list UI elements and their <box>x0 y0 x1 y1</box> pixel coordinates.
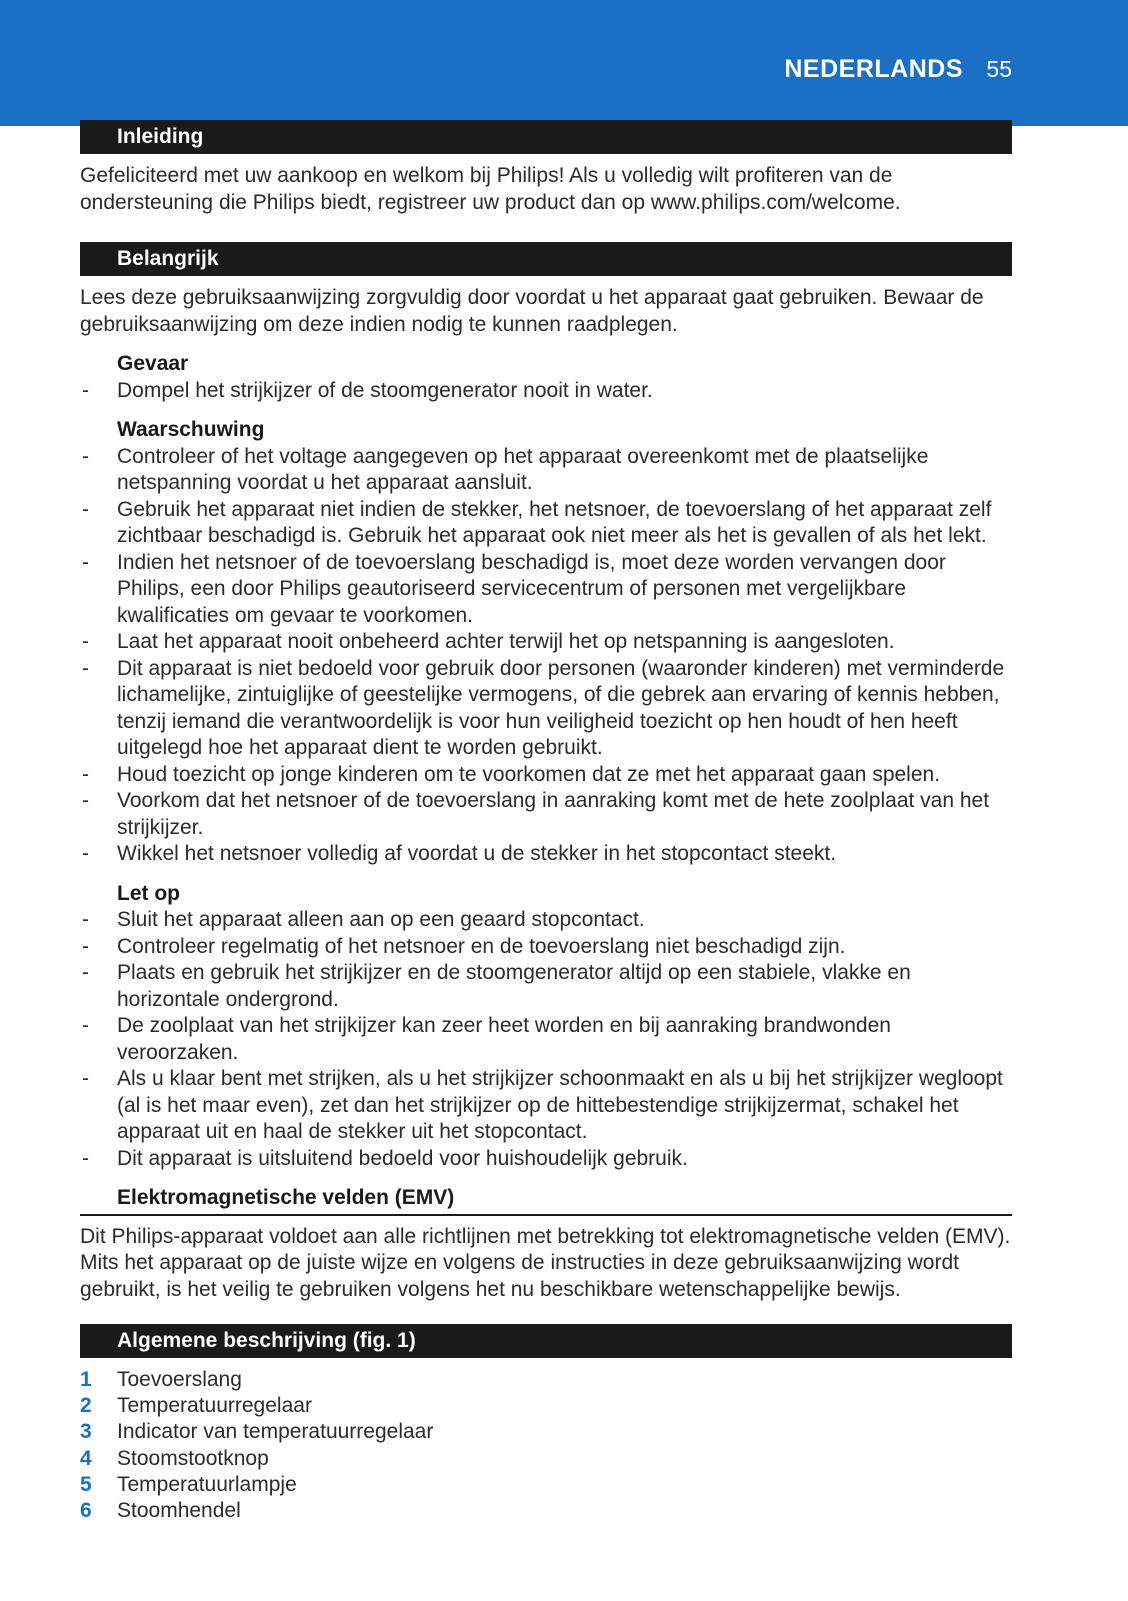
list-item <box>80 550 1012 630</box>
item-label: Indicator van temperatuurregelaar <box>117 1420 434 1444</box>
subhead-gevaar: Gevaar <box>117 352 189 375</box>
subhead-let-op: Let op <box>117 881 180 905</box>
item-label: Temperatuurlampje <box>117 1472 297 1496</box>
bullet-dash: - <box>82 497 89 521</box>
list-item-text: Gebruik het apparaat niet indien de stekker, het netsnoer, de toevoerslang of het apparaat zelf zichtbaar beschadigd is. Gebruik het apparaat ook niet meer als het is gevallen of als het lekt. <box>117 497 992 547</box>
bullet-dash: - <box>82 934 89 958</box>
list-item-text: Indien het netsnoer of de toevoerslang beschadigd is, moet deze worden vervangen door Philips, een door Philips geautoriseerd servicecentrum of personen met vergelijkbare kwalificaties om gevaar te voorkomen. <box>117 550 946 627</box>
list-item <box>80 1446 1012 1472</box>
bullet-dash: - <box>82 762 89 786</box>
list-item <box>80 1066 1012 1146</box>
emv-text: Dit Philips-apparaat voldoet aan alle richtlijnen met betrekking tot elektromagnetische velden (EMV). Mits het apparaat op de juiste wijze en volgens de instructies in deze gebruiksaanwijzing wordt gebruikt, is het veilig te gebruiken volgens het nu beschikbare wetenschappelijke bewijs. <box>80 1224 1011 1301</box>
bullet-dash: - <box>82 1146 89 1170</box>
list-item-text: Wikkel het netsnoer volledig af voordat u de stekker in het stopcontact steekt. <box>117 842 837 865</box>
page-content <box>80 120 1012 1524</box>
item-number: 4 <box>80 1446 92 1470</box>
item-number: 2 <box>80 1394 92 1418</box>
list-item <box>80 497 1012 550</box>
list-item <box>80 656 1012 762</box>
list-item-text: Sluit het apparaat alleen aan op een geaard stopcontact. <box>117 908 645 931</box>
item-number: 6 <box>80 1499 92 1523</box>
section-title-belangrijk: Belangrijk <box>80 242 1012 276</box>
list-item <box>80 841 1012 868</box>
list-item <box>80 960 1012 1013</box>
item-label: Stoomstootknop <box>117 1446 269 1470</box>
item-label: Temperatuurregelaar <box>117 1394 312 1418</box>
item-number: 5 <box>80 1472 92 1496</box>
item-label: Stoomhendel <box>117 1499 241 1523</box>
list-item <box>80 444 1012 497</box>
list-item <box>80 629 1012 656</box>
item-label: Toevoerslang <box>117 1368 242 1391</box>
section-title-inleiding: Inleiding <box>80 120 1012 154</box>
list-item <box>80 907 1012 934</box>
bullet-dash: - <box>82 1014 89 1037</box>
list-item-text: Dit apparaat is niet bedoeld voor gebruik door personen (waaronder kinderen) met verminderde lichamelijke, zintuiglijke of geestelijke vermogens, of die gebrek aan ervaring of kennis hebben, tenzij iemand die verantwoordelijk is voor hun veiligheid toezicht op hen houdt of hen heeft uitgelegd hoe het apparaat dient te worden gebruikt. <box>117 656 1005 759</box>
list-item <box>80 934 1012 961</box>
bullet-dash: - <box>82 908 89 931</box>
bullet-dash: - <box>82 842 89 865</box>
bullet-dash: - <box>82 656 89 680</box>
list-item-text: Als u klaar bent met strijken, als u het strijkijzer schoonmaakt en als u bij het strijkijzer wegloopt (al is het maar even), zet dan het strijkijzer op de hittebestendige strijkijzermat, schakel het apparaat uit en haal de stekker uit het stopcontact. <box>117 1067 1003 1143</box>
list-item-text: Controleer regelmatig of het netsnoer en de toevoerslang niet beschadigd zijn. <box>117 934 846 958</box>
beschrijving-list <box>80 1367 1012 1524</box>
inleiding-text: Gefeliciteerd met uw aankoop en welkom bij Philips! Als u volledig wilt profiteren van de ondersteuning die Philips biedt, registreer uw product dan op www.philips.com/welcome. <box>80 164 901 214</box>
bullet-dash: - <box>82 789 89 812</box>
list-item <box>80 1472 1012 1498</box>
subhead-emv: Elektromagnetische velden (EMV) <box>80 1185 1012 1216</box>
subhead-waarschuwing: Waarschuwing <box>117 418 265 441</box>
page-number: 55 <box>986 56 1012 82</box>
list-item <box>80 762 1012 789</box>
bullet-dash: - <box>82 550 89 574</box>
list-item-text: Laat het apparaat nooit onbeheerd achter terwijl het op netspanning is aangesloten. <box>117 630 895 653</box>
item-number: 1 <box>80 1368 92 1391</box>
bullet-dash: - <box>82 444 89 468</box>
bullet-dash: - <box>82 630 89 653</box>
list-item <box>80 1419 1012 1445</box>
list-item-text: De zoolplaat van het strijkijzer kan zeer heet worden en bij aanraking brandwonden veroorzaken. <box>117 1014 891 1064</box>
section-title-beschrijving: Algemene beschrijving (fig. 1) <box>80 1324 1012 1358</box>
list-item <box>80 1146 1012 1173</box>
bullet-dash: - <box>82 378 89 402</box>
list-item-text: Controleer of het voltage aangegeven op het apparaat overeenkomt met de plaatselijke netspanning voordat u het apparaat aansluit. <box>117 444 929 494</box>
language-label: NEDERLANDS <box>784 55 963 83</box>
list-item-text: Dompel het strijkijzer of de stoomgenerator nooit in water. <box>117 378 653 402</box>
list-item <box>80 1367 1012 1393</box>
list-item <box>80 1013 1012 1066</box>
list-item <box>80 378 1012 405</box>
list-item-text: Voorkom dat het netsnoer of de toevoerslang in aanraking komt met de hete zoolplaat van het strijkijzer. <box>117 789 990 839</box>
bullet-dash: - <box>82 961 89 984</box>
header-bar <box>0 0 1128 126</box>
list-item <box>80 1393 1012 1419</box>
list-item-text: Houd toezicht op jonge kinderen om te voorkomen dat ze met het apparaat gaan spelen. <box>117 762 941 786</box>
letop-list <box>80 907 1012 1172</box>
waarschuwing-list <box>80 444 1012 868</box>
list-item-text: Plaats en gebruik het strijkijzer en de stoomgenerator altijd op een stabiele, vlakke en horizontale ondergrond. <box>117 961 911 1011</box>
item-number: 3 <box>80 1420 92 1444</box>
list-item <box>80 1498 1012 1524</box>
list-item <box>80 788 1012 841</box>
bullet-dash: - <box>82 1067 89 1090</box>
belangrijk-intro: Lees deze gebruiksaanwijzing zorgvuldig door voordat u het apparaat gaat gebruiken. Bewaar de gebruiksaanwijzing om deze indien nodig te kunnen raadplegen. <box>80 286 984 336</box>
list-item-text: Dit apparaat is uitsluitend bedoeld voor huishoudelijk gebruik. <box>117 1146 688 1170</box>
gevaar-list <box>80 378 1012 405</box>
